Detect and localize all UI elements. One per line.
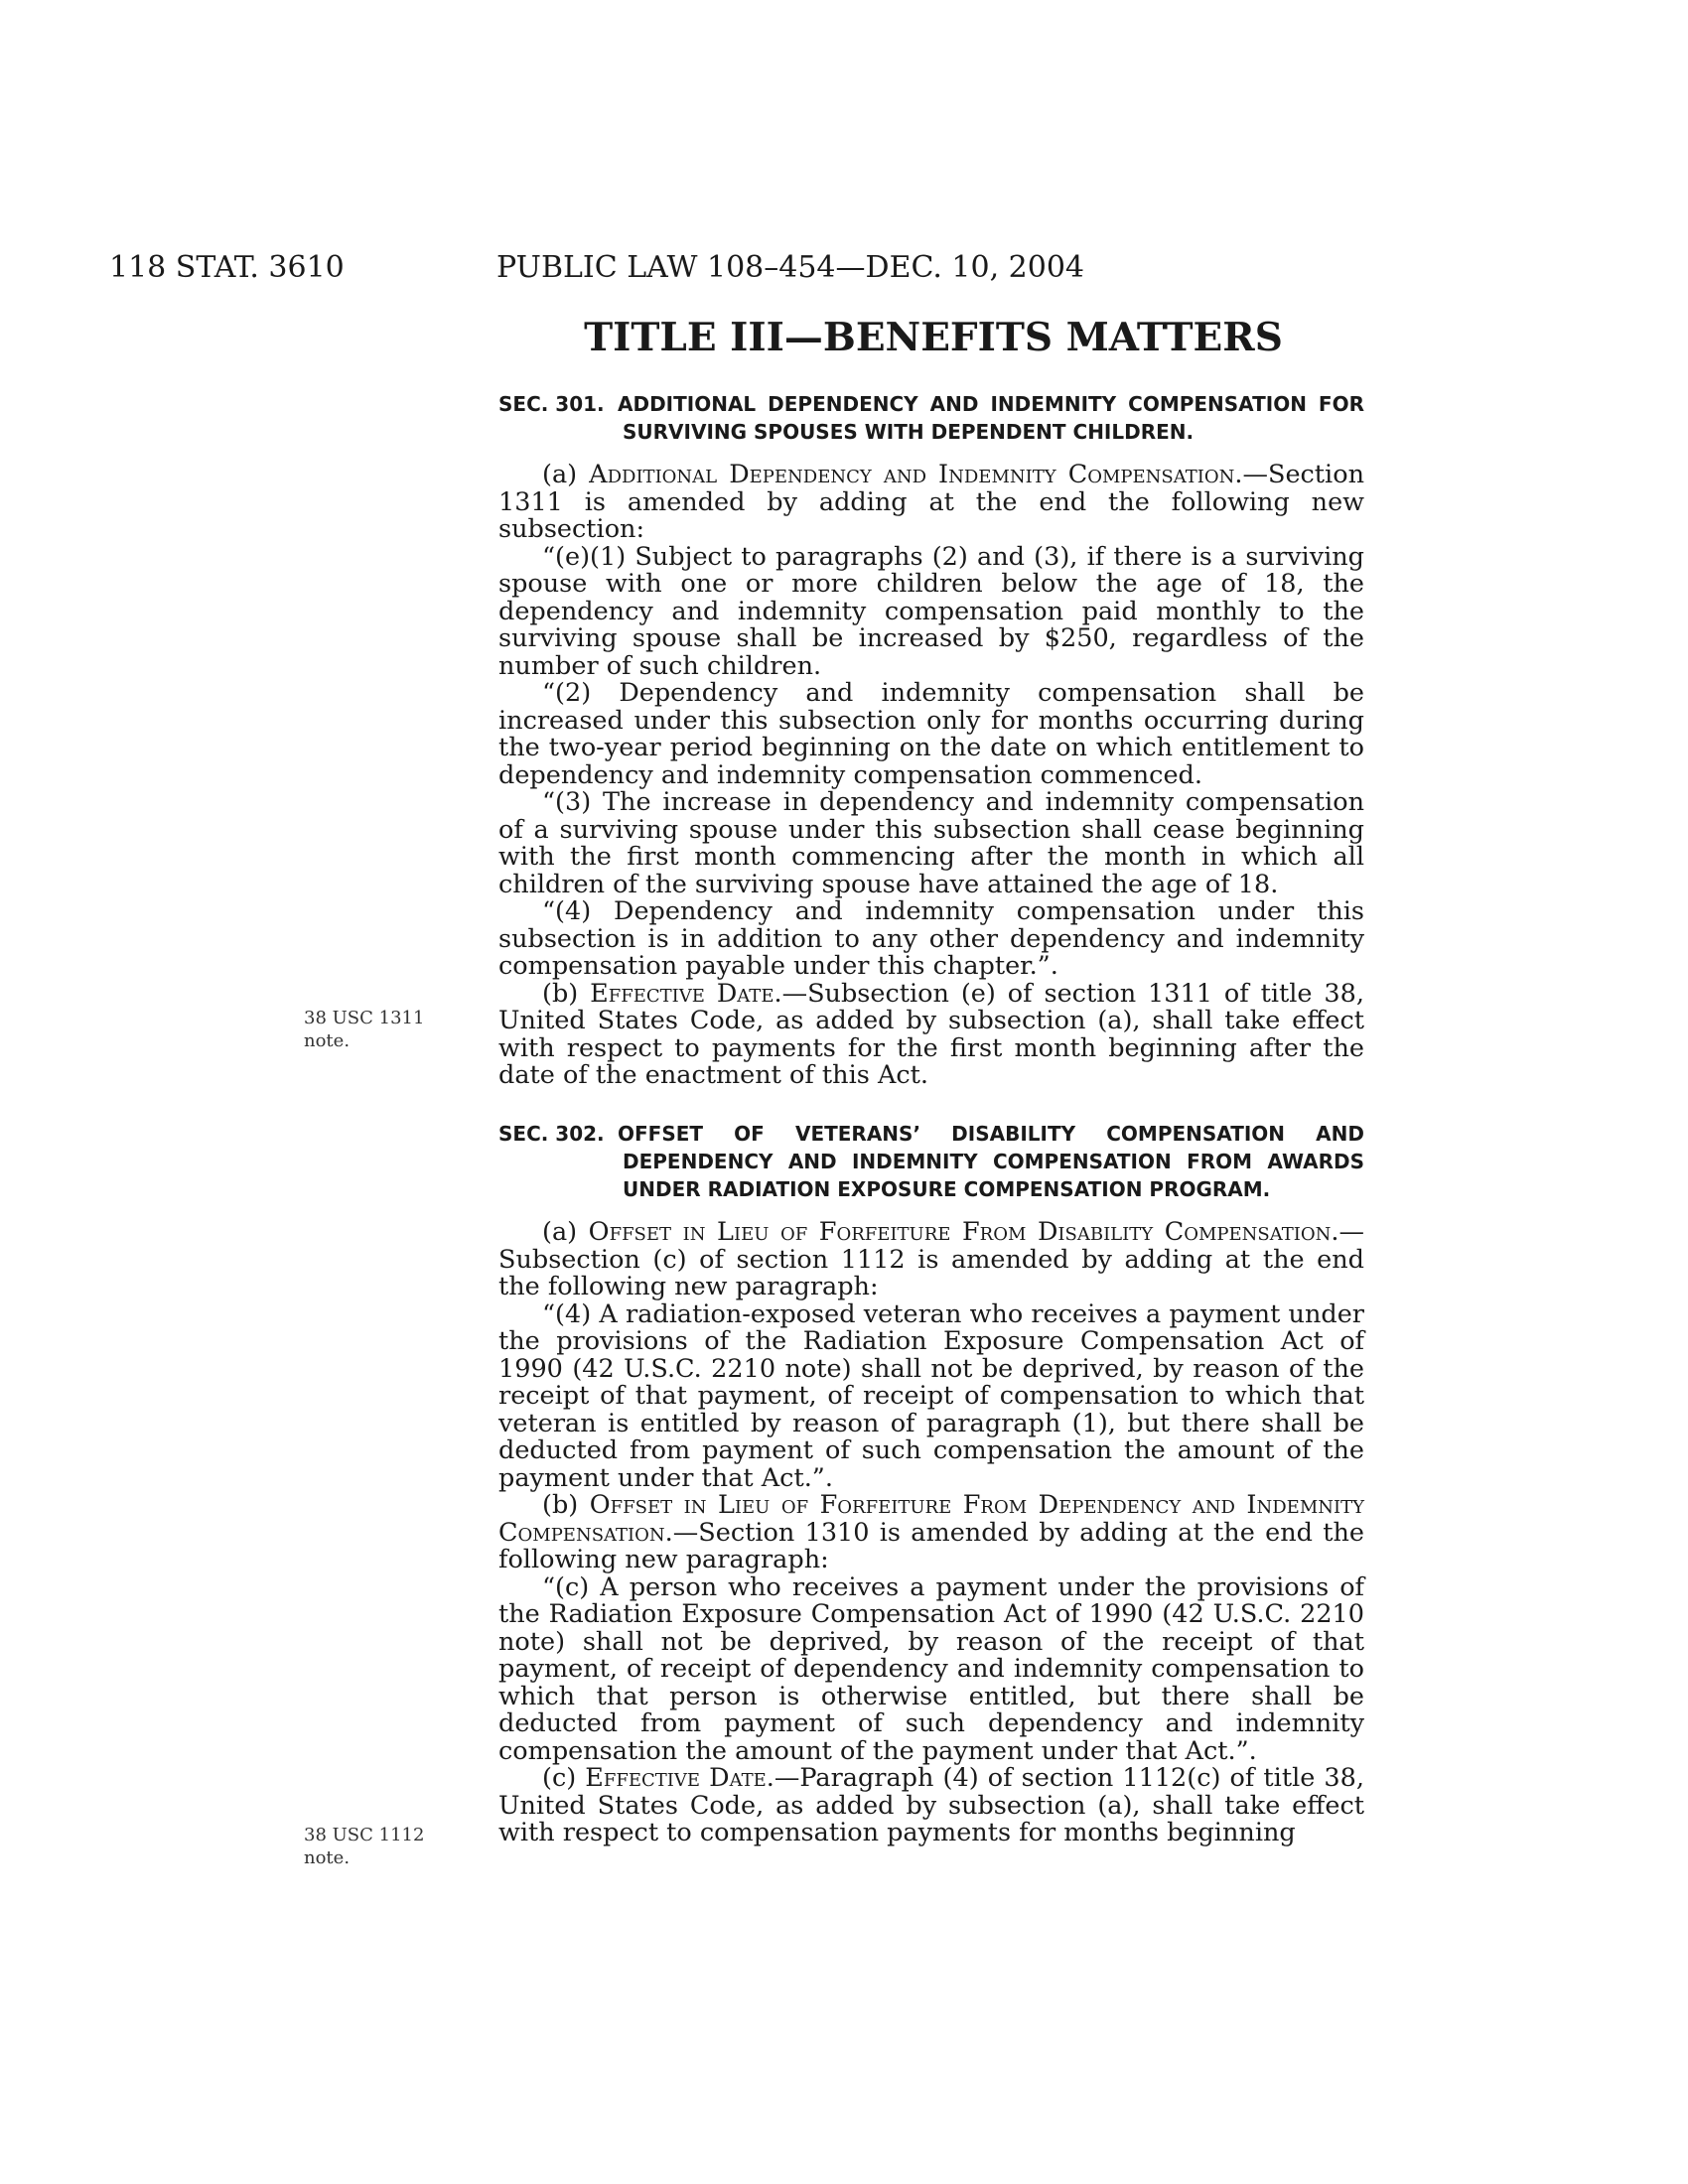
sec-301-a-heading: Additional Dependency and Indemnity Compensation. xyxy=(589,460,1243,489)
sec-302-heading xyxy=(498,1120,1364,1203)
sec-301-b-heading: Effective Date. xyxy=(590,978,782,1009)
sec-302 xyxy=(498,1120,1364,1847)
margin-note: 38 USC 1311 note. xyxy=(304,1008,425,1051)
margin-note: 38 USC 1112 note. xyxy=(304,1825,425,1868)
sec-301-e3: “(3) The increase in dependency and indemnity compensation of a surviving spouse under this subsection shall cease beginning with the first month commencing after the month in which all children of the surviving spouse have attained the age of 18. xyxy=(498,787,1364,899)
sec-302-b: (b) Offset in Lieu of Forfeiture From Dependency and Indemnity Compensation.—Section 1310 is amended by adding at the end the following new paragraph: xyxy=(498,1490,1364,1574)
sec-302-b-heading: Offset in Lieu of Forfeiture From Dependency and Indemnity Compensation. xyxy=(498,1490,1364,1548)
sec-301-e4: “(4) Dependency and indemnity compensation under this subsection is in addition to any other dependency and indemnity compensation payable under this chapter.”. xyxy=(498,896,1364,981)
sec-302-c: (c) Effective Date.—Paragraph (4) of section 1112(c) of title 38, United States Code, as added by subsection (a), shall take effect with respect to compensation payments for months beginning xyxy=(498,1763,1364,1847)
running-header: PUBLIC LAW 108–454—DEC. 10, 2004 xyxy=(496,250,1085,285)
sec-302-title: OFFSET OF VETERANS’ DISABILITY COMPENSATION AND DEPENDENCY AND INDEMNITY COMPENSATION FROM AWARDS UNDER RADIATION EXPOSURE COMPENSATION PROGRAM. xyxy=(618,1122,1364,1201)
sec-302-a: (a) Offset in Lieu of Forfeiture From Disability Compensation.—Subsection (c) of section 1112 is amended by adding at the end the following new paragraph: xyxy=(498,1217,1364,1301)
sec-301-heading xyxy=(498,390,1364,446)
sec-302-a-quote: “(4) A radiation-exposed veteran who receives a payment under the provisions of the Radiation Exposure Compensation Act of 1990 (42 U.S.C. 2210 note) shall not be deprived, by reason of the receipt of that payment, of receipt of compensation to which that veteran is entitled by reason of paragraph (1), but there shall be deducted from payment of such compensation the amount of the payment under that Act.”. xyxy=(498,1298,1364,1493)
sec-302-b-quote: “(c) A person who receives a payment under the provisions of the Radiation Exposure Compensation Act of 1990 (42 U.S.C. 2210 note) shall not be deprived, by reason of the receipt of that payment, of receipt of dependency and indemnity compensation to which that person is otherwise entitled, but there shall be deducted from payment of such dependency and indemnity compensation the amount of the payment under that Act.”. xyxy=(498,1571,1364,1766)
sec-302-number: SEC. 302. xyxy=(498,1122,605,1146)
sec-301-number: SEC. 301. xyxy=(498,392,605,416)
sec-301-e1: “(e)(1) Subject to paragraphs (2) and (3), if there is a surviving spouse with one or more children below the age of 18, the dependency and indemnity compensation paid monthly to the surviving spouse shall be increased by $250, regardless of the number of such children. xyxy=(498,541,1364,681)
sec-301-a: (a) Additional Dependency and Indemnity Compensation.—Section 1311 is amended by adding at the end the following new subsection: xyxy=(498,460,1364,544)
sec-302-a-heading: Offset in Lieu of Forfeiture From Disability Compensation. xyxy=(588,1217,1339,1247)
title-heading: TITLE III—BENEFITS MATTERS xyxy=(584,315,1283,360)
sec-301-title: ADDITIONAL DEPENDENCY AND INDEMNITY COMPENSATION FOR SURVIVING SPOUSES WITH DEPENDENT CHILDREN. xyxy=(618,392,1364,444)
stat-reference: 118 STAT. 3610 xyxy=(109,250,345,285)
sec-302-c-heading: Effective Date. xyxy=(585,1763,774,1793)
sec-301 xyxy=(498,390,1364,1090)
sec-301-e2: “(2) Dependency and indemnity compensation shall be increased under this subsection only for months occurring during the two-year period beginning on the date on which entitlement to dependency and indemnity compensation commenced. xyxy=(498,678,1364,790)
sec-301-b: (b) Effective Date.—Subsection (e) of section 1311 of title 38, United States Code, as added by subsection (a), shall take effect with respect to payments for the first month beginning after the date of the enactment of this Act. xyxy=(498,978,1364,1090)
